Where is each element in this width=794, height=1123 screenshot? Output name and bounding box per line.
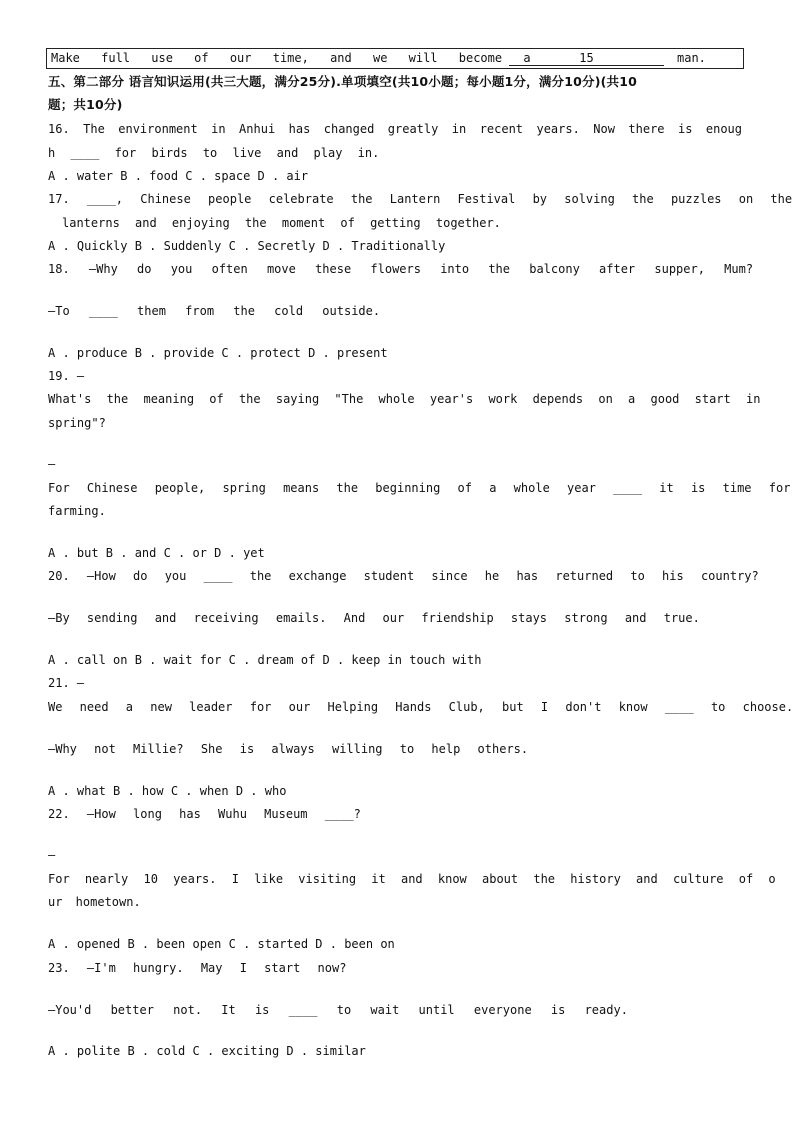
q21-number: 21. — <box>48 676 85 690</box>
q22-options: A . opened B . been open C . started D . been on <box>48 937 395 951</box>
q22-stem-line2: For nearly 10 years. I like visiting it and know about the history and culture of o <box>48 872 776 886</box>
q19-stem-line4: farming. <box>48 504 106 518</box>
q19-options: A . but B . and C . or D . yet <box>48 546 265 560</box>
q23-options: A . polite B . cold C . exciting D . similar <box>48 1044 366 1058</box>
q18-stem-line1: 18. —Why do you often move these flowers into the balcony after supper, Mum? <box>48 262 754 276</box>
q20-stem-line1: 20. —How do you ____ the exchange student since he has returned to his country? <box>48 569 759 583</box>
q23-stem-line1: 23. —I'm hungry. May I start now? <box>48 961 347 975</box>
q22-answer-dash: — <box>48 848 56 862</box>
answer-blank-15[interactable]: 15 <box>509 51 664 66</box>
q21-stem-line1: We need a new leader for our Helping Hands Club, but I don't know ____ to choose. <box>48 700 794 714</box>
q22-stem-line1: 22. —How long has Wuhu Museum ____? <box>48 807 361 821</box>
q18-options: A . produce B . provide C . protect D . present <box>48 346 388 360</box>
sentence-left: Make full use of our time, and we will become a <box>51 51 531 65</box>
q19-stem-line1: What's the meaning of the saying "The whole year's work depends on a good start in <box>48 392 761 406</box>
q20-options: A . call on B . wait for C . dream of D . keep in touch with <box>48 653 482 667</box>
q16-options: A . water B . food C . space D . air <box>48 169 309 183</box>
q23-stem-line2: —You'd better not. It is ____ to wait until everyone is ready. <box>48 1003 628 1017</box>
q21-options: A . what B . how C . when D . who <box>48 784 287 798</box>
q19-stem-line2: spring"? <box>48 416 106 430</box>
q17-options: A . Quickly B . Suddenly C . Secretly D . Traditionally <box>48 239 446 253</box>
q19-answer-dash: — <box>48 457 56 471</box>
q22-stem-line3: ur hometown. <box>48 895 141 909</box>
q17-stem-line1: 17. ____, Chinese people celebrate the Lantern Festival by solving the puzzles on the <box>48 192 793 206</box>
section-heading-line1: 五、第二部分 语言知识运用(共三大题，满分25分).单项填空(共10小题；每小题1分，满分10分)(共10 <box>48 74 638 89</box>
sentence-right: man. <box>677 51 706 65</box>
q17-stem-line2: lanterns and enjoying the moment of getting together. <box>62 216 501 230</box>
q16-stem-line2: h ____ for birds to live and play in. <box>48 146 380 160</box>
fill-in-sentence-box <box>46 48 744 69</box>
q19-stem-line3: For Chinese people, spring means the beginning of a whole year ____ it is time for <box>48 481 791 495</box>
q19-number: 19. — <box>48 369 85 383</box>
q21-stem-line2: —Why not Millie? She is always willing to help others. <box>48 742 529 756</box>
q20-stem-line2: —By sending and receiving emails. And our friendship stays strong and true. <box>48 611 700 625</box>
q18-stem-line2: —To ____ them from the cold outside. <box>48 304 381 318</box>
q16-stem-line1: 16. The environment in Anhui has changed greatly in recent years. Now there is enoug <box>48 122 742 136</box>
section-heading-line2: 题；共10分) <box>48 97 123 112</box>
